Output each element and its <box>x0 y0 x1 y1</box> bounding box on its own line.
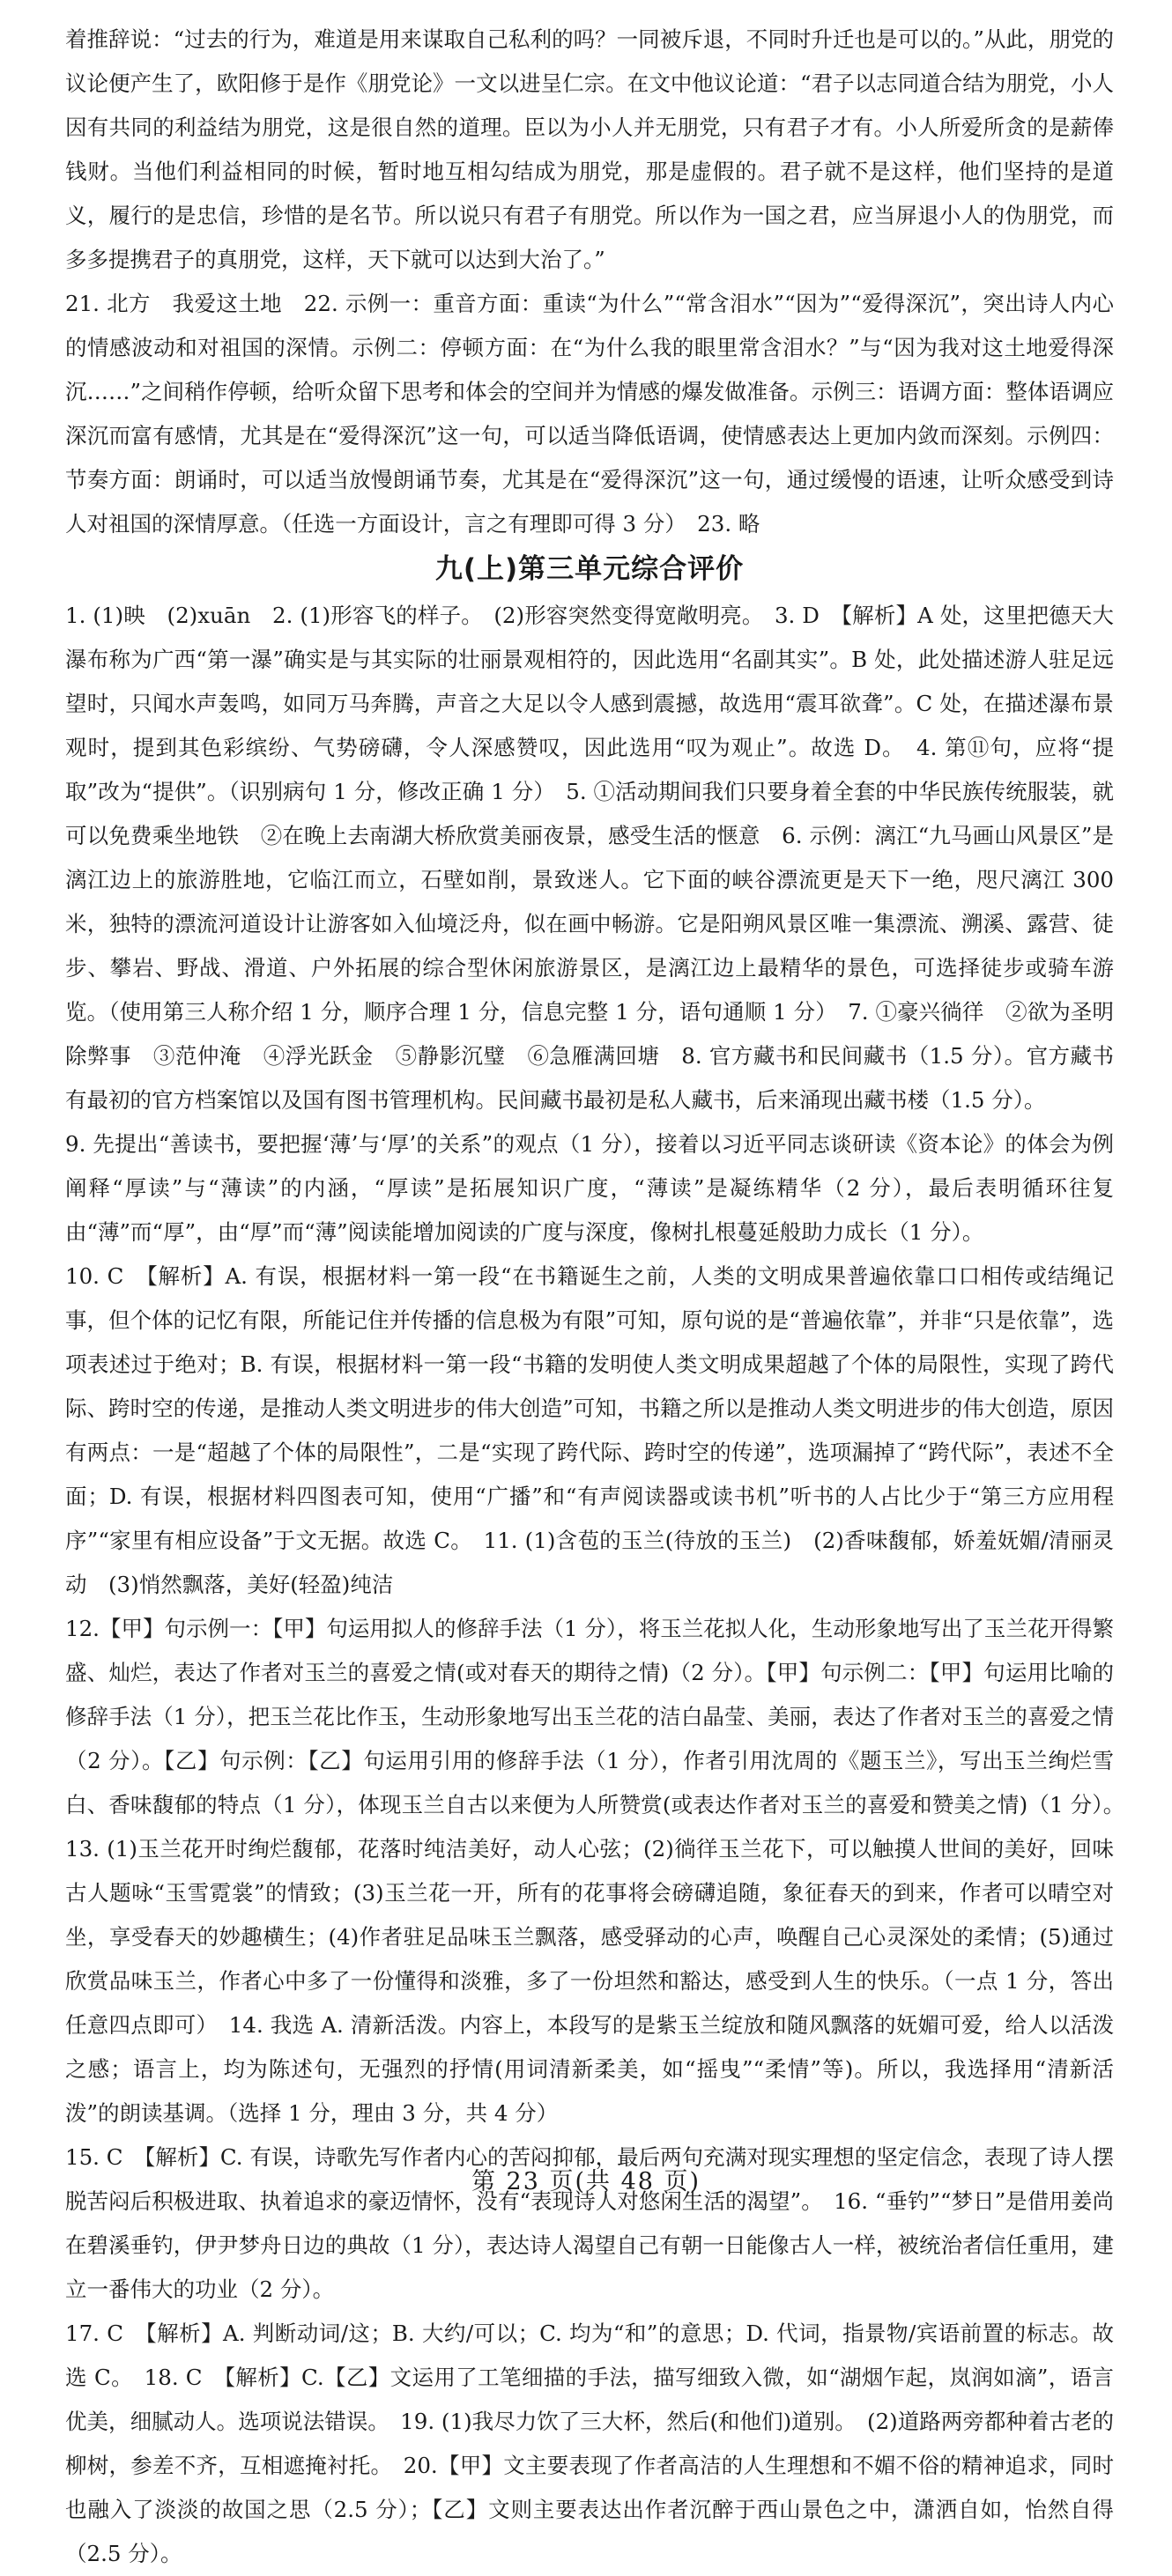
section-title: 九(上)第三单元综合评价 <box>434 553 745 585</box>
answer-paragraph-1-8: 1. (1)映 (2)xuān 2. (1)形容飞的样子。 (2)形容突然变得宽敞明亮。 3. D 【解析】A 处，这里把德天大瀑布称为广西“第一瀑”确实是与其实际的壮丽景观相符的，因此选用“名副其实”。B 处，此处描述游人驻足远望时，只闻水声轰鸣，如同万马奔腾，声音之大足以令人感到震撼，故选用“震耳欲聋”。C 处，在描述瀑布景观时，提到其色彩缤纷、气势磅礴，令人深感赞叹，因此选用“叹为观止”。故选 D。 4. 第⑪句，应将“提取”改为“提供”。（识别病句 1 分，修改正确 1 分） 5. ①活动期间我们只要身着全套的中华民族传统服装，就可以免费乘坐地铁 ②在晚上去南湖大桥欣赏美丽夜景，感受生活的惬意 6. 示例：漓江“九马画山风景区”是漓江边上的旅游胜地，它临江而立，石壁如削，景致迷人。它下面的峡谷漂流更是天下一绝，咫尺漓江 300 米，独特的漂流河道设计让游客如入仙境泛舟，似在画中畅游。它是阳朔风景区唯一集漂流、溯溪、露营、徒步、攀岩、野战、滑道、户外拓展的综合型休闲旅游景区，是漓江边上最精华的景色，可选择徒步或骑车游览。（使用第三人称介绍 1 分，顺序合理 1 分，信息完整 1 分，语句通顺 1 分） 7. ①豪兴徜徉 ②欲为圣明除弊事 ③范仲淹 ④浮光跃金 ⑤静影沉璧 ⑥急雁满回塘 8. 官方藏书和民间藏书（1.5 分）。官方藏书有最初的官方档案馆以及国有图书管理机构。民间藏书最初是私人藏书，后来涌现出藏书楼（1.5 分）。 <box>65 603 1121 1113</box>
answer-paragraph-21-23: 21. 北方 我爱这土地 22. 示例一：重音方面：重读“为什么”“常含泪水”“因为”“爱得深沉”，突出诗人内心的情感波动和对祖国的深情。示例二：停顿方面：在“为什么我的眼里常含泪水？”与“因为我对这土地爱得深沉……”之间稍作停顿，给听众留下思考和体会的空间并为情感的爆发做准备。示例三：语调方面：整体语调应深沉而富有感情，尤其是在“爱得深沉”这一句，可以适当降低语调，使情感表达上更加内敛而深刻。示例四：节奏方面：朗诵时，可以适当放慢朗诵节奏，尤其是在“爱得深沉”这一句，通过缓慢的语速，让听众感受到诗人对祖国的深情厚意。（任选一方面设计，言之有理即可得 3 分） 23. 略 <box>65 291 1114 537</box>
answer-paragraph-9: 9. 先提出“善读书，要把握‘薄’与‘厚’的关系”的观点（1 分），接着以习近平同志谈研读《资本论》的体会为例阐释“厚读”与“薄读”的内涵，“厚读”是拓展知识广度，“薄读”是凝练精华（2 分），最后表明循环往复由“薄”而“厚”，由“厚”而“薄”阅读能增加阅读的广度与深度，像树扎根蔓延般助力成长（1 分）。 <box>65 1131 1114 1245</box>
answer-paragraph-10-11: 10. C 【解析】A. 有误，根据材料一第一段“在书籍诞生之前，人类的文明成果普遍依靠口口相传或结绳记事，但个体的记忆有限，所能记住并传播的信息极为有限”可知，原句说的是“普遍依靠”，并非“只是依靠”，选项表述过于绝对；B. 有误，根据材料一第一段“书籍的发明使人类文明成果超越了个体的局限性，实现了跨代际、跨时空的传递，是推动人类文明进步的伟大创造”可知，书籍之所以是推动人类文明进步的伟大创造，原因有两点：一是“超越了个体的局限性”，二是“实现了跨代际、跨时空的传递”，选项漏掉了“跨代际”，表述不全面；D. 有误，根据材料四图表可知，使用“广播”和“有声阅读器或读书机”听书的人占比少于“第三方应用程序”“家里有相应设备”于文无据。故选 C。 11. (1)含苞的玉兰(待放的玉兰) (2)香味馥郁，娇羞妩媚/清丽灵动 (3)悄然飘落，美好(轻盈)纯洁 <box>65 1263 1114 1597</box>
page-number: 第 23 页(共 48 页) <box>471 2168 701 2195</box>
answer-paragraph-prev: 着推辞说：“过去的行为，难道是用来谋取自己私利的吗？一同被斥退，不同时升迁也是可以的。”从此，朋党的议论便产生了，欧阳修于是作《朋党论》一文以进呈仁宗。在文中他议论道：“君子以志同道合结为朋党，小人因有共同的利益结为朋党，这是很自然的道理。臣以为小人并无朋党，只有君子才有。小人所爱所贪的是薪俸钱财。当他们利益相同的时候，暂时地互相勾结成为朋党，那是虚假的。君子就不是这样，他们坚持的是道义，履行的是忠信，珍惜的是名节。所以说只有君子有朋党。所以作为一国之君，应当屏退小人的伪朋党，而多多提携君子的真朋党，这样，天下就可以达到大治了。” <box>65 26 1114 272</box>
answer-paragraph-12-14: 12.【甲】句示例一：【甲】句运用拟人的修辞手法（1 分），将玉兰花拟人化，生动形象地写出了玉兰花开得繁盛、灿烂，表达了作者对玉兰的喜爱之情(或对春天的期待之情)（2 分）。【甲】句示例二：【甲】句运用比喻的修辞手法（1 分），把玉兰花比作玉，生动形象地写出玉兰花的洁白晶莹、美丽，表达了作者对玉兰的喜爱之情（2 分）。【乙】句示例：【乙】句运用引用的修辞手法（1 分），作者引用沈周的《题玉兰》，写出玉兰绚烂雪白、香味馥郁的特点（1 分），体现玉兰自古以来便为人所赞赏(或表达作者对玉兰的喜爱和赞美之情)（1 分）。 13. (1)玉兰花开时绚烂馥郁，花落时纯洁美好，动人心弦；(2)徜徉玉兰花下，可以触摸人世间的美好，回味古人题咏“玉雪霓裳”的情致；(3)玉兰花一开，所有的花事将会磅礴追随，象征春天的到来，作者可以晴空对坐，享受春天的妙趣横生；(4)作者驻足品味玉兰飘落，感受驿动的心声，唤醒自己心灵深处的柔情；(5)通过欣赏品味玉兰，作者心中多了一份懂得和淡雅，多了一份坦然和豁达，感受到人生的快乐。（一点 1 分，答出任意四点即可） 14. 我选 A. 清新活泼。内容上，本段写的是紫玉兰绽放和随风飘落的妩媚可爱，给人以活泼之感；语言上，均为陈述句，无强烈的抒情(用词清新柔美，如“摇曳”“柔情”等)。所以，我选择用“清新活泼”的朗读基调。（选择 1 分，理由 3 分，共 4 分） <box>65 1616 1136 2126</box>
answer-paragraph-17-20: 17. C 【解析】A. 判断动词/这；B. 大约/可以；C. 均为“和”的意思；D. 代词，指景物/宾语前置的标志。故选 C。 18. C 【解析】C.【乙】文运用了工笔细描的手法，描写细致入微，如“湖烟乍起，岚润如滴”，语言优美，细腻动人。选项说法错误。 19. (1)我尽力饮了三大杯，然后(和他们)道别。 (2)道路两旁都种着古老的柳树，参差不齐，互相遮掩衬托。 20.【甲】文主要表现了作者高洁的人生理想和不媚不俗的精神追求，同时也融入了淡淡的故国之思（2.5 分）；【乙】文则主要表达出作者沉醉于西山景色之中，潇洒自如，怡然自得（2.5 分）。 <box>65 2321 1114 2566</box>
answer-paragraph-15-16: 15. C 【解析】C. 有误，诗歌先写作者内心的苦闷抑郁，最后两句充满对现实理想的坚定信念，表现了诗人摆脱苦闷后积极进取、执着追求的豪迈情怀，没有“表现诗人对悠闲生活的渴望”。 16. “垂钓”“梦日”是借用姜尚在碧溪垂钓，伊尹梦舟日边的典故（1 分），表达诗人渴望自己有朝一日能像古人一样，被统治者信任重用，建立一番伟大的功业（2 分）。 <box>65 2144 1114 2302</box>
